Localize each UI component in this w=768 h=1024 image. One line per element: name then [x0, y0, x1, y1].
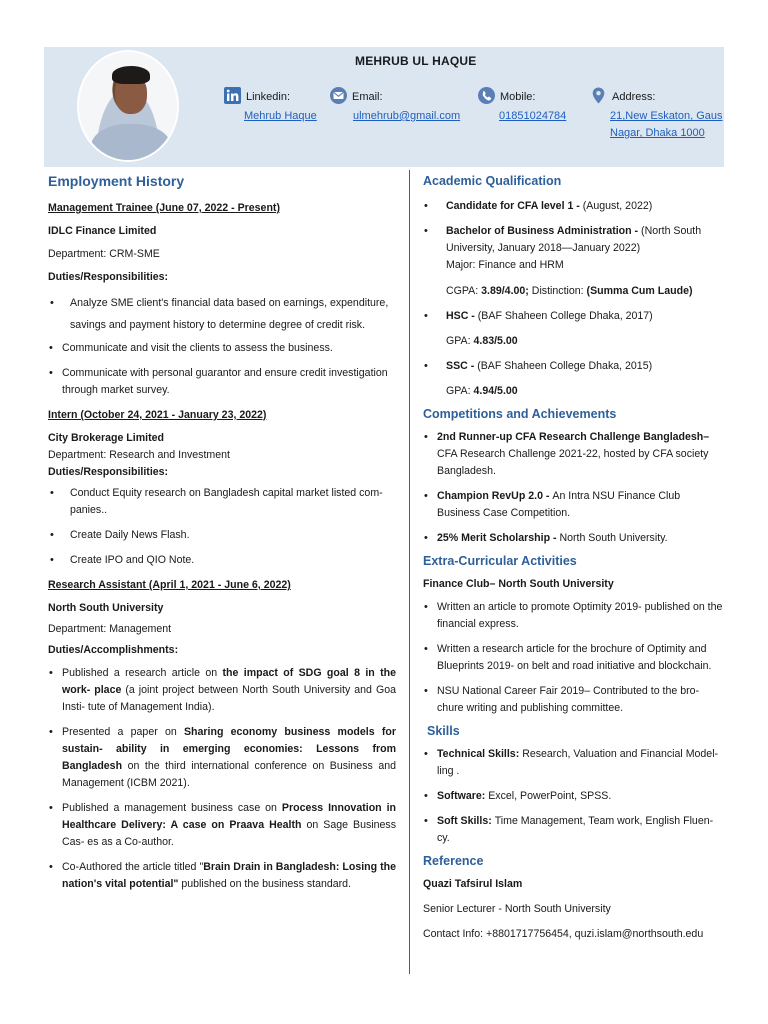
job-3-heading: Research Assistant (April 1, 2021 - June 6, 2022)	[48, 579, 291, 591]
academic-ssc: • SSC - (BAF Shaheen College Dhaka, 2015)	[423, 358, 723, 375]
employment-section	[48, 173, 396, 893]
candidate-name: MEHRUB UL HAQUE	[355, 54, 477, 68]
job-2-duty-1: • Conduct Equity research on Bangladesh capital market listed com- panies..	[48, 485, 396, 519]
address-line-1[interactable]: 21,New Eskaton, Gaus	[610, 110, 723, 122]
job-1-company: IDLC Finance Limited	[48, 225, 157, 237]
job-3-department: Department: Management	[48, 623, 172, 635]
extra-item-3: • NSU National Career Fair 2019– Contributed to the bro- chure writing and publishing committee.	[423, 683, 723, 717]
job-2-company: City Brokerage Limited	[48, 432, 164, 444]
linkedin-icon	[224, 87, 241, 104]
extra-club: Finance Club– North South University	[423, 578, 614, 590]
mobile-label: Mobile:	[500, 91, 536, 103]
reference-name: Quazi Tafsirul Islam	[423, 878, 523, 890]
address-label: Address:	[612, 91, 656, 103]
extra-curricular-title: Extra-Curricular Activities	[423, 554, 577, 568]
academic-cfa: • Candidate for CFA level 1 - (August, 2022)	[423, 198, 723, 215]
job-3-accomplishment-4: • Co-Authored the article titled "Brain Drain in Bangladesh: Losing the nation's vital potential" published on the business standard.	[48, 859, 396, 893]
competition-2: • Champion RevUp 2.0 - An Intra NSU Finance Club Business Case Competition.	[423, 488, 723, 522]
extra-item-1: • Written an article to promote Optimity 2019- published on the financial express.	[423, 599, 723, 633]
email-icon	[330, 87, 347, 104]
mobile-link[interactable]: 01851024784	[499, 110, 567, 122]
academic-hsc: • HSC - (BAF Shaheen College Dhaka, 2017)	[423, 308, 723, 325]
email-link[interactable]: ulmehrub@gmail.com	[353, 110, 461, 122]
job-3-accomplishment-1: • Published a research article on the impact of SDG goal 8 in the work- place (a joint project between North South University and Goa Insti- tute of Management India).	[48, 665, 396, 716]
linkedin-label: Linkedin:	[246, 91, 291, 103]
job-2-heading: Intern (October 24, 2021 - January 23, 2022)	[48, 409, 267, 421]
job-1-duty-3: • Communicate with personal guarantor and ensure credit investigation through market survey.	[48, 365, 396, 399]
job-1-duty-2: • Communicate and visit the clients to assess the business.	[48, 340, 396, 357]
job-2-duty-2: • Create Daily News Flash.	[48, 527, 396, 544]
academic-bba: • Bachelor of Business Administration - (North South University, January 2018—January 2022)	[423, 223, 723, 257]
job-1-heading: Management Trainee (June 07, 2022 - Present)	[48, 202, 280, 214]
job-3-accomplishment-3: • Published a management business case on Process Innovation in Healthcare Delivery: A case on Praava Health on Sage Business Cas- es as a Co-author.	[48, 800, 396, 851]
skill-software: • Software: Excel, PowerPoint, SPSS.	[423, 788, 723, 805]
skill-technical: • Technical Skills: Research, Valuation and Financial Model- ling .	[423, 746, 723, 780]
job-2-duties-title: Duties/Responsibilities:	[48, 466, 169, 478]
linkedin-link[interactable]: Mehrub Haque	[244, 110, 317, 122]
academic-hsc-gpa: GPA: 4.83/5.00	[446, 335, 518, 347]
job-2-duty-3: • Create IPO and QIO Note.	[48, 552, 396, 569]
reference-position: Senior Lecturer - North South University	[423, 903, 611, 915]
address-line-2[interactable]: Nagar, Dhaka 1000	[610, 127, 705, 139]
email-label: Email:	[352, 91, 383, 103]
competition-3: • 25% Merit Scholarship - North South University.	[423, 530, 723, 547]
job-3-accomplishment-2: • Presented a paper on Sharing economy business models for sustain- ability in emerging economies: Lessons from Bangladesh on the third international conference on Business and Management (ICBM 2021).	[48, 724, 396, 792]
phone-icon	[478, 87, 495, 104]
extra-item-2: • Written a research article for the brochure of Optimity and Blueprints 2019- on belt and road initiative and blockchain.	[423, 641, 723, 675]
job-1-duties-title: Duties/Responsibilities:	[48, 271, 169, 283]
job-1-duty-1: • Analyze SME client's financial data based on earnings, expenditure, savings and payment history to determine degree of credit risk.	[48, 292, 396, 336]
right-column	[423, 173, 723, 943]
resume-header	[44, 47, 724, 167]
profile-photo	[77, 50, 179, 162]
competition-1: • 2nd Runner-up CFA Research Challenge Bangladesh– CFA Research Challenge 2021-22, hosted by CFA society Bangladesh.	[423, 429, 723, 480]
location-icon	[590, 87, 607, 104]
job-3-duties-title: Duties/Accomplishments:	[48, 644, 179, 656]
academic-bba-major: Major: Finance and HRM	[446, 259, 564, 271]
academic-cgpa: CGPA: 3.89/4.00; Distinction: (Summa Cum Laude)	[446, 285, 693, 297]
reference-title: Reference	[423, 854, 484, 868]
job-3-company: North South University	[48, 602, 164, 614]
job-2-department: Department: Research and Investment	[48, 449, 230, 461]
competitions-title: Competitions and Achievements	[423, 407, 617, 421]
academic-title: Academic Qualification	[423, 174, 562, 188]
skill-soft: • Soft Skills: Time Management, Team work, English Fluen- cy.	[423, 813, 723, 847]
skills-title: Skills	[427, 724, 460, 738]
academic-ssc-gpa: GPA: 4.94/5.00	[446, 385, 518, 397]
employment-title: Employment History	[48, 173, 185, 189]
column-divider	[409, 170, 410, 974]
reference-contact: Contact Info: +8801717756454, quzi.islam@northsouth.edu	[423, 928, 704, 940]
job-1-department: Department: CRM-SME	[48, 248, 160, 260]
